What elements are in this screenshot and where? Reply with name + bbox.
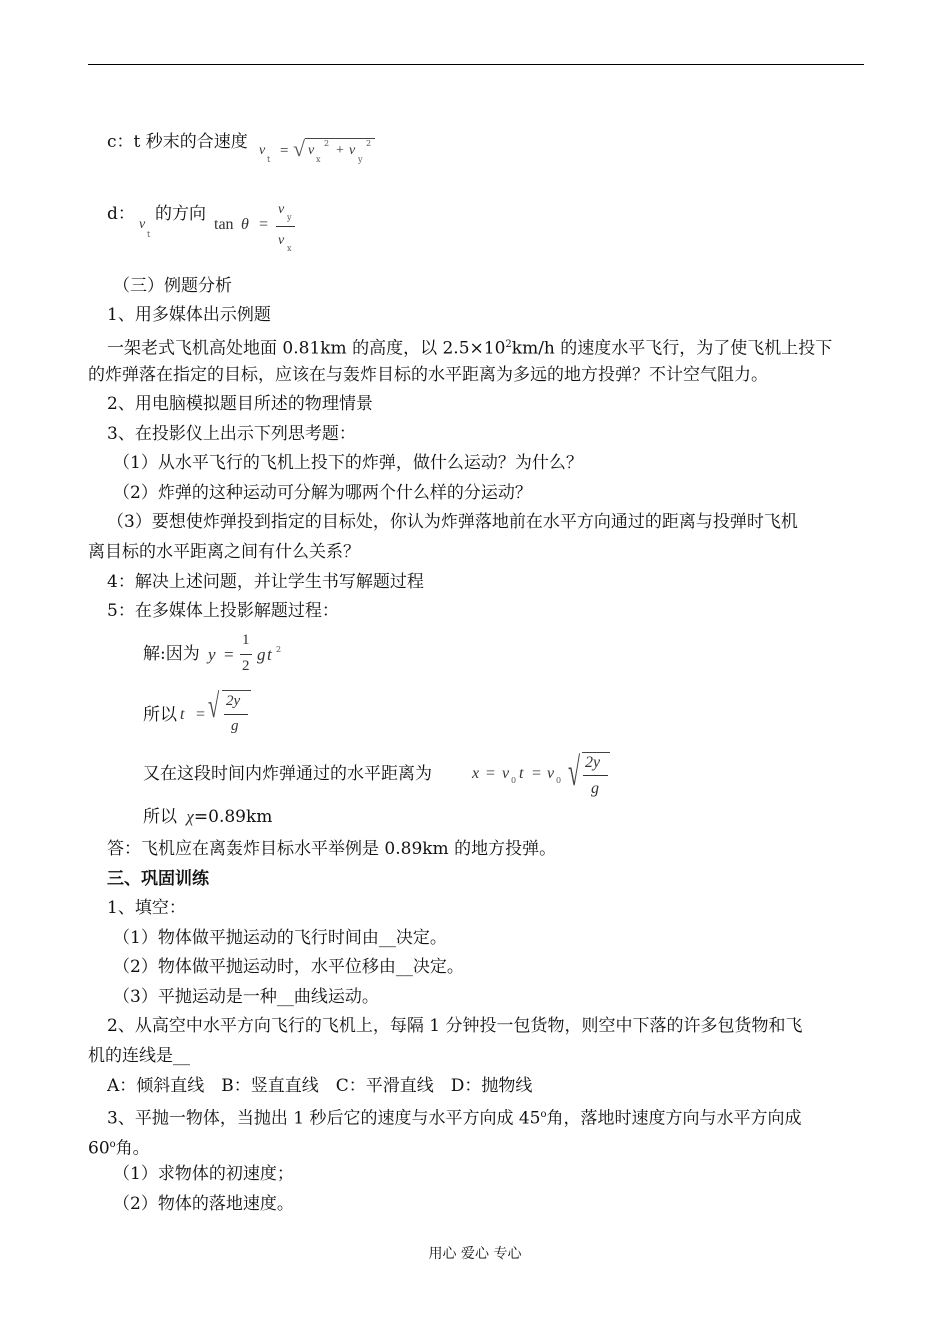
step-5: 5：在多媒体上投影解题过程： bbox=[107, 601, 339, 621]
example-heading: （三）例题分析 bbox=[113, 276, 232, 296]
training-1-3: （3）平抛运动是一种__曲线运动。 bbox=[113, 987, 379, 1007]
c-label: c：t 秒末的合速度 bbox=[107, 132, 248, 152]
d-label: d： bbox=[107, 204, 135, 224]
problem-line-2: 的炸弹落在指定的目标，应该在与轰炸目标的水平距离为多远的地方投弹？不计空气阻力。 bbox=[88, 365, 768, 385]
page-footer: 用心 爱心 专心 bbox=[428, 1246, 522, 1262]
question-2: （2）炸弹的这种运动可分解为哪两个什么样的分运动？ bbox=[113, 483, 532, 503]
training-2-options: A：倾斜直线 B：竖直直线 C：平滑直线 D：抛物线 bbox=[107, 1076, 533, 1096]
solution-line-1: 解:因为 bbox=[143, 644, 200, 664]
vt-symbol: v bbox=[139, 217, 146, 232]
step-3: 3、在投影仪上出示下列思考题： bbox=[107, 424, 356, 444]
answer: 答：飞机应在离轰炸目标水平举例是 0.89km 的地方投弹。 bbox=[107, 839, 557, 859]
question-3-line-1: （3）要想使炸弹投到指定的目标处，你认为炸弹落地前在水平方向通过的距离与投弹时飞机 bbox=[107, 512, 798, 532]
solution-line-3: 又在这段时间内炸弹通过的水平距离为 bbox=[143, 764, 432, 784]
step-4: 4：解决上述问题，并让学生书写解题过程 bbox=[107, 572, 424, 592]
training-2-line-1: 2、从高空中水平方向飞行的飞机上，每隔 1 分钟投一包货物，则空中下落的许多包货物和飞 bbox=[107, 1016, 803, 1036]
solution-line-4: 所以 χ=0.89km bbox=[143, 807, 273, 827]
step-2: 2、用电脑模拟题目所述的物理情景 bbox=[107, 394, 373, 414]
d-text: 的方向 bbox=[155, 204, 206, 224]
question-1: （1）从水平飞行的飞机上投下的炸弹，做什么运动？为什么？ bbox=[113, 453, 583, 473]
problem-line-1: 一架老式飞机高处地面 0.81km 的高度，以 $2.5\times 10^2km/h$ 的速度水平飞行，为了使飞机上投下 bbox=[107, 338, 833, 359]
training-1-2: （2）物体做平抛运动时，水平位移由__决定。 bbox=[113, 957, 464, 977]
training-3-line-2: 60$^o$角。 bbox=[88, 1138, 150, 1159]
training-3-1: （1）求物体的初速度； bbox=[113, 1164, 294, 1184]
training-1-1: （1）物体做平抛运动的飞行时间由__决定。 bbox=[113, 928, 447, 948]
question-3-line-2: 离目标的水平距离之间有什么关系？ bbox=[88, 542, 360, 562]
training-heading: 三、巩固训练 bbox=[107, 869, 209, 889]
step-1: 1、用多媒体出示例题 bbox=[107, 305, 271, 325]
training-3-line-1: 3、平抛一物体，当抛出 1 秒后它的速度与水平方向成 45$^o$角，落地时速度方向与水平方向成 bbox=[107, 1108, 802, 1129]
training-1: 1、填空： bbox=[107, 898, 186, 918]
training-3-2: （2）物体的落地速度。 bbox=[113, 1194, 294, 1214]
header-rule bbox=[88, 64, 864, 65]
solution-line-2: 所以 bbox=[143, 705, 177, 725]
training-2-line-2: 机的连线是__ bbox=[88, 1046, 190, 1066]
